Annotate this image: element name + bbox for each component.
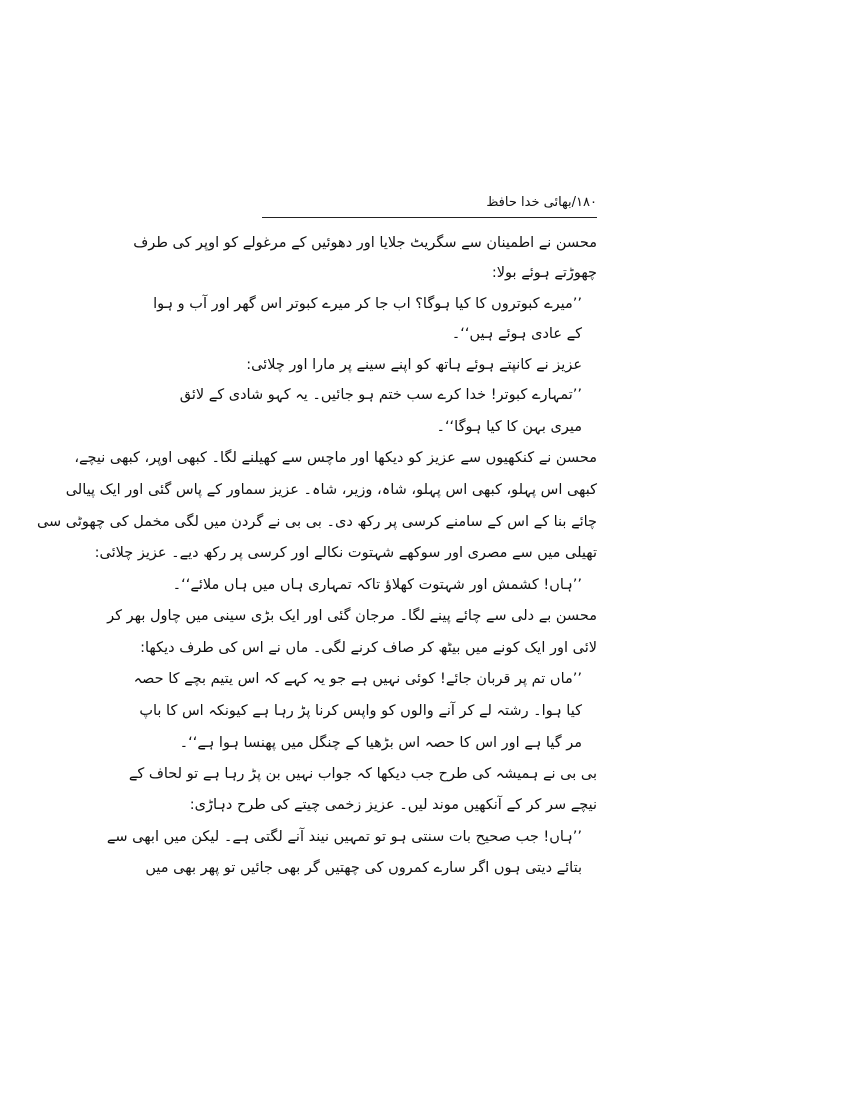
text-line: ’’ماں تم پر قربان جائے! کوئی نہیں ہے جو یہ کہے کہ اس یتیم بچے کا حصہ (133, 671, 582, 687)
text-line: بی بی نے ہمیشہ کی طرح جب دیکھا کہ جواب نہیں بن پڑ رہا ہے تو لحاف کے (128, 766, 597, 782)
header-rule (262, 217, 597, 218)
text-line: محسن نے کنکھیوں سے عزیز کو دیکھا اور ماچس سے کھیلنے لگا۔ کبھی اوپر، کبھی نیچے، (74, 450, 597, 466)
text-line: ’’میرے کبوتروں کا کیا ہوگا؟ اب جا کر میرے کبوتر اس گھر اور آب و ہوا (153, 296, 582, 312)
text-line: کیا ہوا۔ رشتہ لے کر آنے والوں کو واپس کرنا پڑ رہا ہے کیونکہ اس کا باپ (139, 703, 582, 719)
running-header: ۱۸۰/بھائی خدا حافظ (486, 195, 597, 210)
text-line: چائے بنا کے اس کے سامنے کرسی پر رکھ دی۔ بی بی نے گردن میں لگی مخمل کی چھوٹی سی (36, 514, 597, 530)
text-line: چھوڑتے ہوئے بولا: (491, 265, 597, 281)
text-line: ’’ہاں! جب صحیح بات سنتی ہو تو تمہیں نیند آنے لگتی ہے۔ لیکن میں ابھی سے (106, 829, 582, 845)
text-line: میری بہن کا کیا ہوگا‘‘۔ (436, 419, 582, 435)
text-line: لائی اور ایک کونے میں بیٹھ کر صاف کرنے لگی۔ ماں نے اس کی طرف دیکھا: (140, 640, 597, 656)
text-line: عزیز نے کانپتے ہوئے ہاتھ کو اپنے سینے پر مارا اور چلائی: (246, 357, 582, 373)
text-line: محسن بے دلی سے چائے پینے لگا۔ مرجان گئی اور ایک بڑی سینی میں چاول بھر کر (107, 608, 597, 624)
text-line: تھیلی میں سے مصری اور سوکھے شہتوت نکالے اور کرسی پر رکھ دیے۔ عزیز چلائی: (94, 545, 597, 561)
text-line: نیچے سر کر کے آنکھیں موند لیں۔ عزیز زخمی چیتے کی طرح دہاڑی: (189, 797, 597, 813)
text-line: محسن نے اطمینان سے سگریٹ جلایا اور دھوئیں کے مرغولے کو اوپر کی طرف (133, 235, 597, 251)
text-line: مر گیا ہے اور اس کا حصہ اس بڑھیا کے چنگل میں پھنسا ہوا ہے‘‘۔ (179, 735, 582, 751)
text-line: ’’تمہارے کبوتر! خدا کرے سب ختم ہو جائیں۔ یہ کہو شادی کے لائق (179, 387, 582, 403)
text-line: بتائے دیتی ہوں اگر سارے کمروں کی چھتیں گر بھی جائیں تو پھر بھی میں (145, 860, 582, 876)
text-line: کے عادی ہوئے ہیں‘‘۔ (451, 326, 582, 342)
text-line: کبھی اس پہلو، کبھی اس پہلو، شاہ، وزیر، شاہ۔ عزیز سماور کے پاس گئی اور ایک پیالی (65, 482, 597, 498)
text-line: ’’ہاں! کشمش اور شہتوت کھلاؤ تاکہ تمہاری ہاں میں ہاں ملائے‘‘۔ (172, 577, 582, 593)
